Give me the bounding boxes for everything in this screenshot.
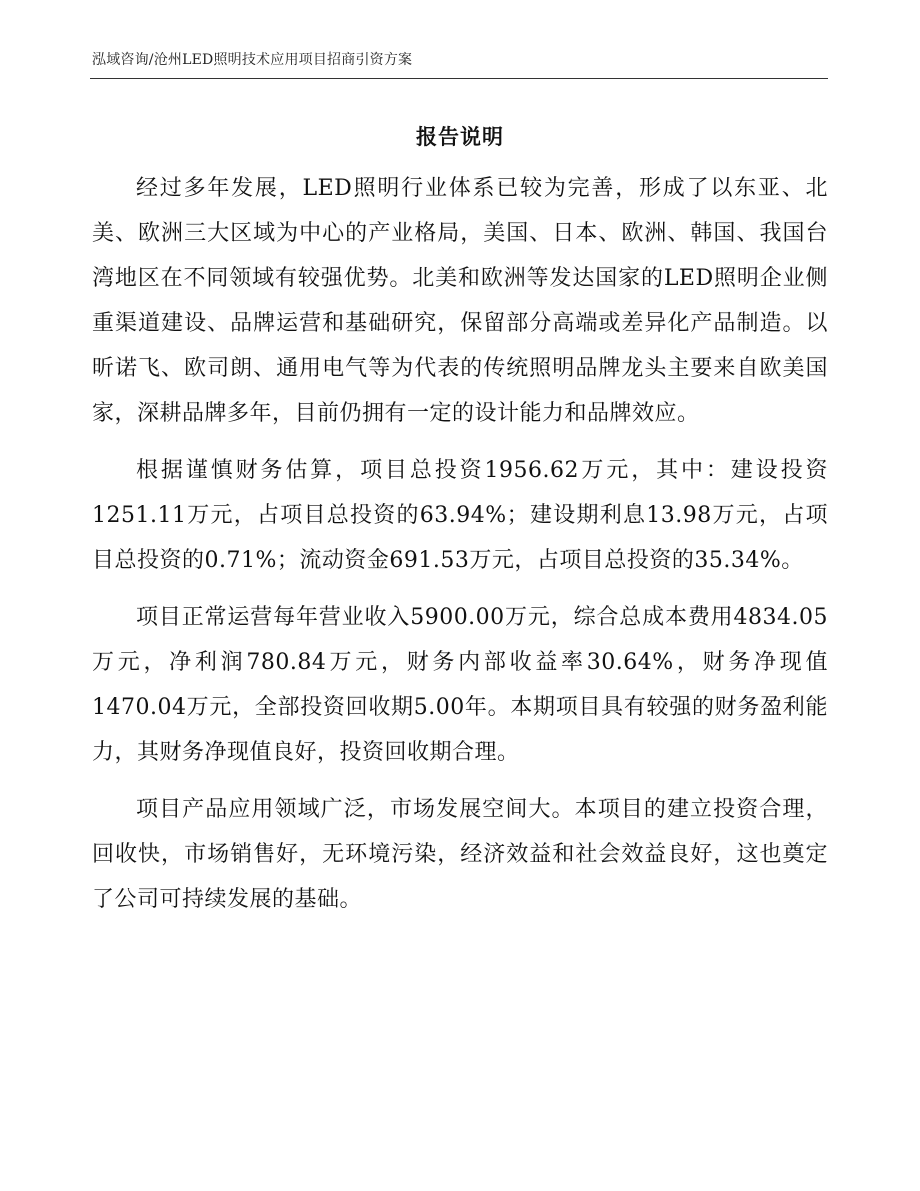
paragraph-conclusion: 项目产品应用领域广泛，市场发展空间大。本项目的建立投资合理，回收快，市场销售好，无环境污染，经济效益和社会效益良好，这也奠定了公司可持续发展的基础。 xyxy=(92,797,828,912)
paragraph-financial-returns: 项目正常运营每年营业收入5900.00万元，综合总成本费用4834.05万元，净利润780.84万元，财务内部收益率30.64%，财务净现值1470.04万元，全部投资回收期5.00年。本期项目具有较强的财务盈利能力，其财务净现值良好，投资回收期合理。 xyxy=(92,605,828,765)
page-title: 报告说明 xyxy=(416,124,504,149)
paragraph-investment-estimate: 根据谨慎财务估算，项目总投资1956.62万元，其中：建设投资1251.11万元，占项目总投资的63.94%；建设期利息13.98万元，占项目总投资的0.71%；流动资金691.53万元，占项目总投资的35.34%。 xyxy=(92,458,828,573)
header-divider xyxy=(90,78,828,79)
paragraph-industry-overview: 经过多年发展，LED照明行业体系已较为完善，形成了以东亚、北美、欧洲三大区域为中心的产业格局，美国、日本、欧洲、韩国、我国台湾地区在不同领域有较强优势。北美和欧洲等发达国家的LED照明企业侧重渠道建设、品牌运营和基础研究，保留部分高端或差异化产品制造。以昕诺飞、欧司朗、通用电气等为代表的传统照明品牌龙头主要来自欧美国家，深耕品牌多年，目前仍拥有一定的设计能力和品牌效应。 xyxy=(92,176,828,426)
report-body xyxy=(92,166,828,934)
running-header: 泓域咨询/沧州LED照明技术应用项目招商引资方案 xyxy=(92,52,413,68)
